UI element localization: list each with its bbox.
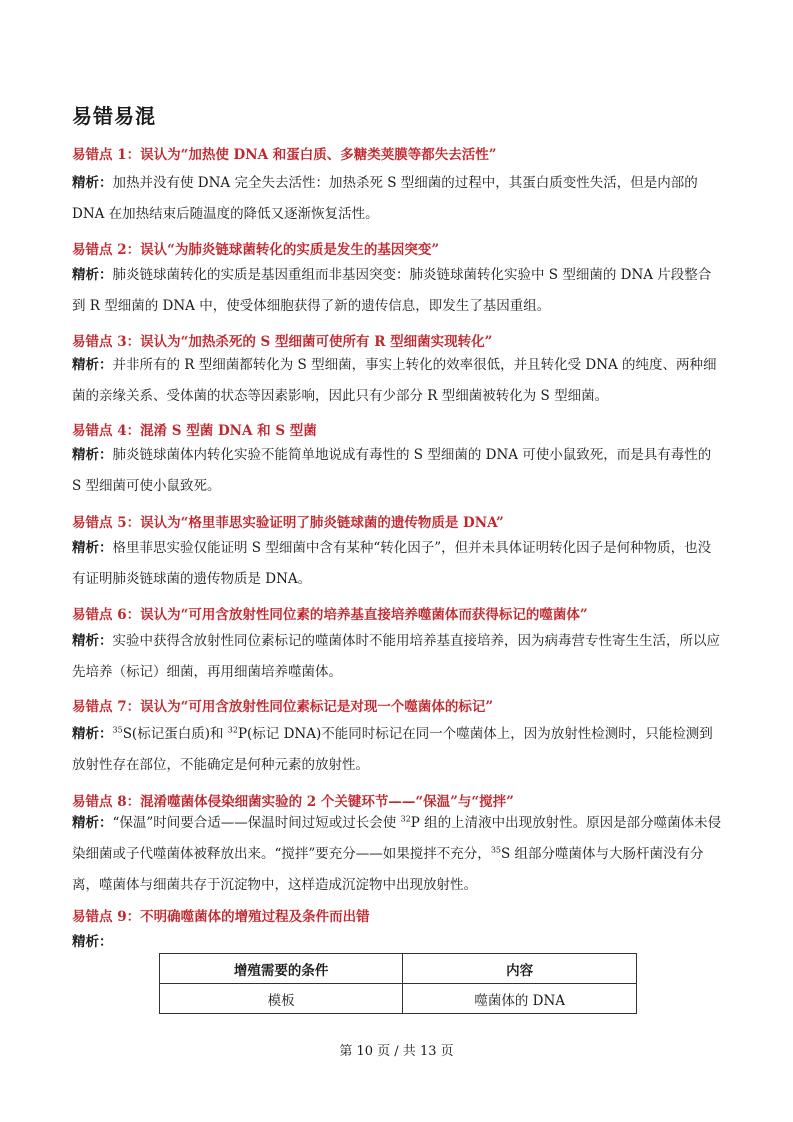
error-point-6-title: 易错点 6：误认为“可用含放射性同位素的培养基直接培养噬菌体而获得标记的噬菌体” xyxy=(72,607,588,623)
analysis-text: 并非所有的 R 型细菌都转化为 S 型细菌，事实上转化的效率很低，并且转化受 DNA 的纯度、两种细菌的亲缘关系、受体菌的状态等因素影响，因此只有少部分 R 型细菌被转化为 S 型细菌。 xyxy=(72,357,717,404)
error-point-7-analysis xyxy=(72,719,722,781)
table-cell: 模板 xyxy=(160,984,403,1014)
error-point-5-title: 易错点 5：误认为“格里菲思实验证明了肺炎链球菌的遗传物质是 DNA” xyxy=(72,515,504,531)
error-point-3-title: 易错点 3：误认为“加热杀死的 S 型细菌可使所有 R 型细菌实现转化” xyxy=(72,334,493,350)
error-point-8-title: 易错点 8：混淆噬菌体侵染细菌实验的 2 个关键环节——“保温”与“搅拌” xyxy=(72,794,514,810)
table-header-row xyxy=(160,954,637,984)
analysis-text: S 组部分噬菌体与大肠杆菌没有分离，噬菌体与细菌共存于沉淀物中，这样造成沉淀物中出现放射性。 xyxy=(72,846,704,893)
analysis-label: 精析： xyxy=(72,726,113,742)
analysis-text: “保温”时间要合适——保温时间过短或过长会使 xyxy=(112,815,401,831)
analysis-text: 实验中获得含放射性同位素标记的噬菌体时不能用培养基直接培养，因为病毒营专性寄生生活，所以应先培养（标记）细菌，再用细菌培养噬菌体。 xyxy=(72,633,720,680)
analysis-label: 精析： xyxy=(72,447,113,463)
analysis-label: 精析： xyxy=(72,267,113,283)
analysis-label: 精析： xyxy=(72,540,113,556)
error-point-4-title: 易错点 4：混淆 S 型菌 DNA 和 S 型菌 xyxy=(72,423,317,439)
error-point-4-analysis xyxy=(72,440,722,502)
isotope-superscript: 35 xyxy=(490,845,501,855)
analysis-label: 精析： xyxy=(72,175,113,191)
section-heading: 易错易混 xyxy=(72,104,156,128)
page-footer: 第 10 页 / 共 13 页 xyxy=(339,1044,454,1059)
error-point-2-title: 易错点 2：误认“为肺炎链球菌转化的实质是发生的基因突变” xyxy=(72,242,440,258)
isotope-superscript: 32 xyxy=(227,725,238,735)
analysis-text: 格里菲思实验仅能证明 S 型细菌中含有某种“转化因子”，但并未具体证明转化因子是何种物质，也没有证明肺炎链球菌的遗传物质是 DNA。 xyxy=(72,540,712,587)
error-point-6-analysis xyxy=(72,626,722,688)
analysis-label: 精析： xyxy=(72,815,113,831)
proliferation-conditions-table xyxy=(159,953,637,1014)
error-point-1-title: 易错点 1：误认为“加热使 DNA 和蛋白质、多糖类荚膜等都失去活性” xyxy=(72,147,497,163)
analysis-text: S(标记蛋白质)和 xyxy=(122,726,228,742)
isotope-superscript: 32 xyxy=(400,814,411,824)
analysis-text: 肺炎链球菌转化的实质是基因重组而非基因突变：肺炎链球菌转化实验中 S 型细菌的 DNA 片段整合到 R 型细菌的 DNA 中，使受体细胞获得了新的遗传信息，即发生了基因重组。 xyxy=(72,267,712,314)
analysis-label: 精析： xyxy=(72,357,113,373)
error-point-7-title: 易错点 7：误认为“可用含放射性同位素标记是对现一个噬菌体的标记” xyxy=(72,699,494,715)
error-point-9-title: 易错点 9：不明确噬菌体的增殖过程及条件而出错 xyxy=(72,909,370,925)
analysis-text: P(标记 DNA)不能同时标记在同一个噬菌体上，因为放射性检测时，只能检测到放射性存在部位，不能确定是何种元素的放射性。 xyxy=(72,726,713,773)
error-point-8-analysis xyxy=(72,808,722,901)
table-header-cell: 增殖需要的条件 xyxy=(160,954,403,984)
analysis-text: P 组的上清液中出现放射性。原因是部分噬菌体未侵染细菌或子代噬菌体被释放出来。“搅拌”要充分——如果搅拌不充分， xyxy=(72,815,722,862)
error-point-1-analysis xyxy=(72,168,722,230)
isotope-superscript: 35 xyxy=(112,725,123,735)
analysis-label: 精析： xyxy=(72,633,113,649)
error-point-5-analysis xyxy=(72,533,722,595)
table-row xyxy=(160,984,637,1014)
error-point-2-analysis xyxy=(72,260,722,322)
table-cell: 噬菌体的 DNA xyxy=(403,984,637,1014)
error-point-3-analysis xyxy=(72,350,722,412)
analysis-text: 加热并没有使 DNA 完全失去活性：加热杀死 S 型细菌的过程中，其蛋白质变性失活，但是内部的 DNA 在加热结束后随温度的降低又逐渐恢复活性。 xyxy=(72,175,698,222)
analysis-label: 精析： xyxy=(72,934,113,950)
analysis-text: 肺炎链球菌体内转化实验不能简单地说成有毒性的 S 型细菌的 DNA 可使小鼠致死，而是具有毒性的 S 型细菌可使小鼠致死。 xyxy=(72,447,712,494)
table-header-cell: 内容 xyxy=(403,954,637,984)
